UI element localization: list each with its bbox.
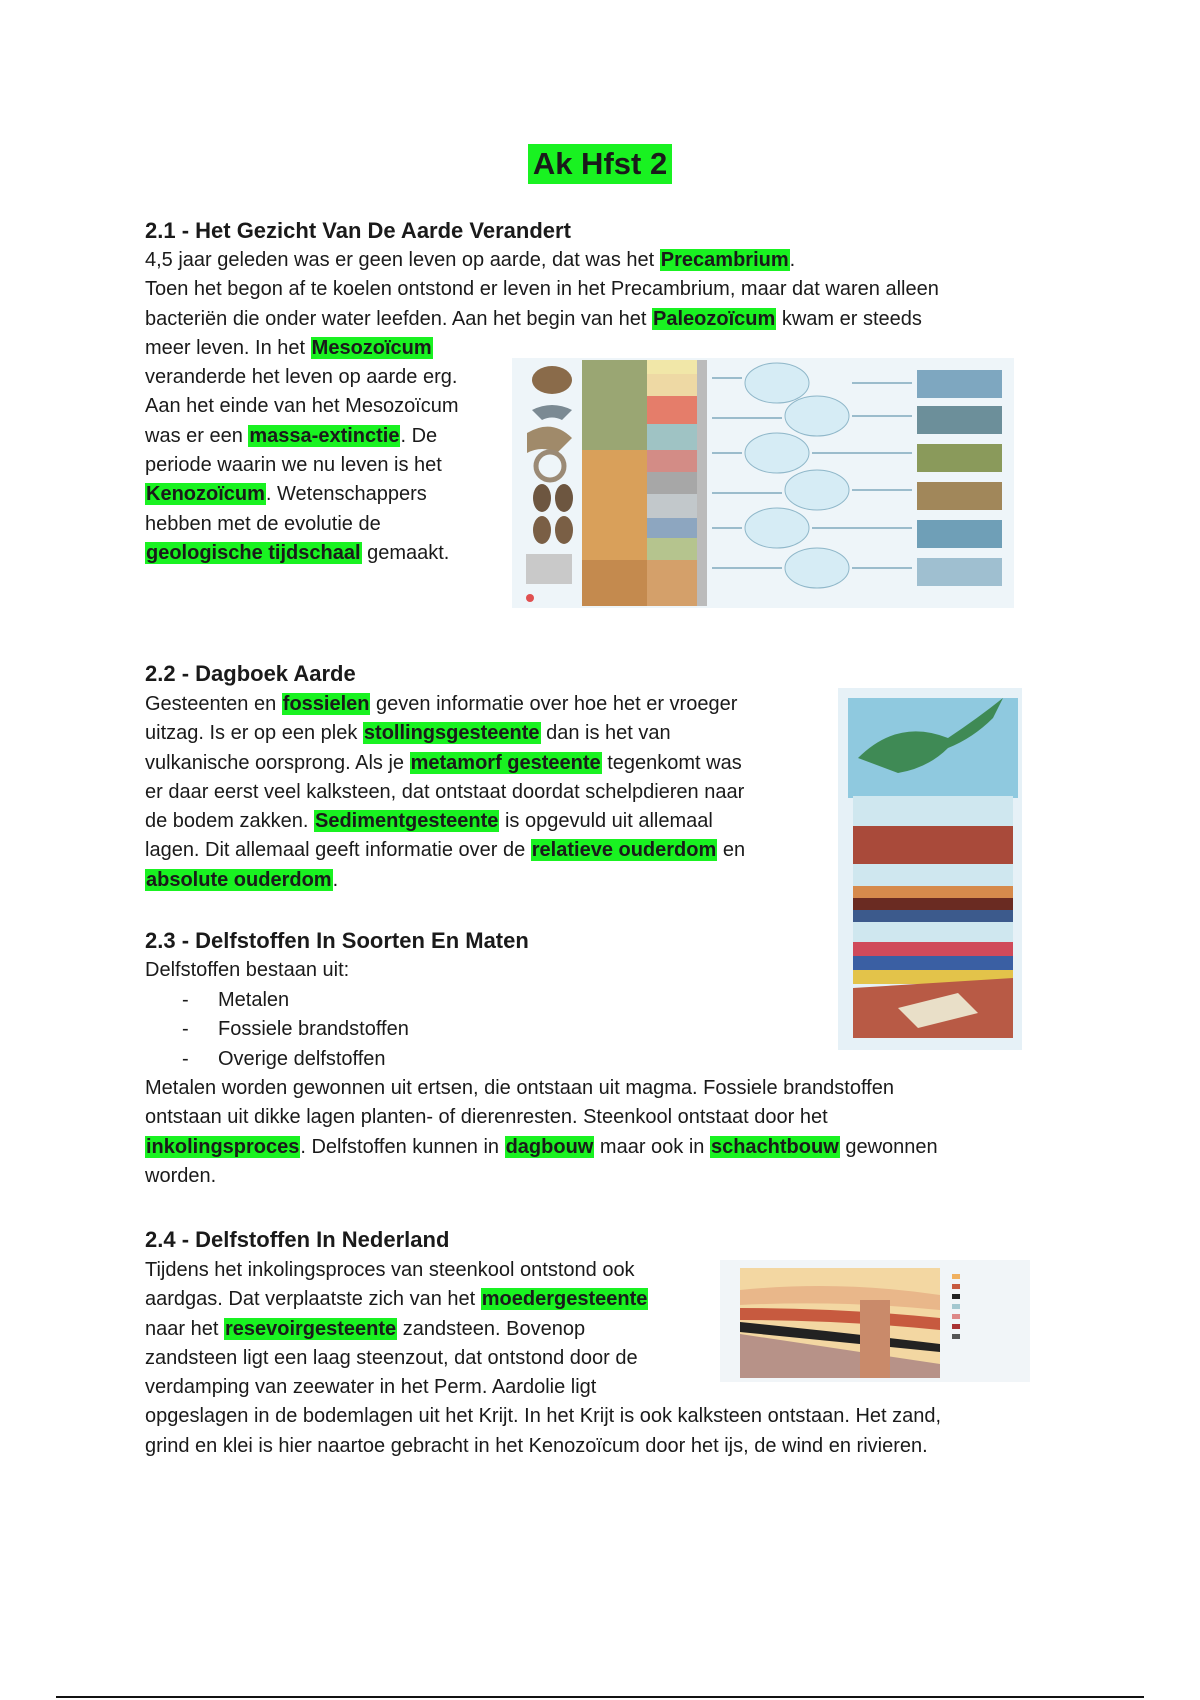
text-run: dan is het van xyxy=(540,722,671,745)
section-heading-2-2: 2.2 - Dagboek Aarde xyxy=(145,661,356,686)
text-run: kwam er steeds xyxy=(776,307,922,330)
page-bottom-rule xyxy=(56,1696,1144,1698)
text-line xyxy=(145,305,939,334)
bullet-marker: - xyxy=(182,1047,189,1070)
subsurface-layers-figure xyxy=(720,1260,1030,1382)
highlighted-term: resevoirgesteente xyxy=(224,1317,397,1340)
text-run: maar ook in xyxy=(594,1135,710,1158)
section-heading-2-1: 2.1 - Het Gezicht Van De Aarde Verandert xyxy=(145,218,571,243)
text-run: grind en klei is hier naartoe gebracht in het Kenozoïcum door het ijs, de wind en rivieren. xyxy=(145,1434,928,1457)
section-2-3-intro: Delfstoffen bestaan uit: xyxy=(145,959,350,981)
text-run: . xyxy=(332,868,339,891)
text-run: er daar eerst veel kalksteen, dat ontstaat doordat schelpdieren naar xyxy=(145,780,745,803)
highlighted-term: absolute ouderdom xyxy=(146,868,332,891)
text-line xyxy=(145,1402,941,1431)
highlighted-term: moedergesteente xyxy=(481,1288,648,1311)
list-item: - Overige delfstoffen xyxy=(145,1045,409,1074)
text-run: naar het xyxy=(145,1317,224,1340)
text-run: en xyxy=(717,839,746,862)
text-line xyxy=(145,836,745,865)
delfstoffen-list xyxy=(145,986,409,1074)
text-run: Toen het begon af te koelen ontstond er leven in het Precambrium, maar dat waren alleen xyxy=(145,278,939,301)
text-line xyxy=(145,690,745,719)
text-line xyxy=(145,749,745,778)
text-run: worden. xyxy=(145,1164,217,1187)
text-line xyxy=(145,866,745,895)
document-title: Ak Hfst 2 xyxy=(528,144,672,184)
text-run: . xyxy=(789,249,796,271)
text-run: veranderde het leven op aarde erg. xyxy=(145,366,458,389)
highlighted-term: geologische tijdschaal xyxy=(146,541,361,564)
highlighted-term: Kenozoïcum xyxy=(146,483,265,506)
text-run: de bodem zakken. xyxy=(145,810,314,833)
section-heading-2-4: 2.4 - Delfstoffen In Nederland xyxy=(145,1227,450,1252)
text-run: hebben met de evolutie de xyxy=(145,512,381,535)
text-run: periode waarin we nu leven is het xyxy=(145,454,442,477)
text-run: Gesteenten en xyxy=(145,693,282,715)
section-2-2-text xyxy=(145,690,745,895)
list-item: - Fossiele brandstoffen xyxy=(145,1015,409,1044)
text-line xyxy=(145,778,745,807)
geologic-timescale-figure xyxy=(512,358,1014,608)
text-run: was er een xyxy=(145,424,249,447)
highlighted-term: Sedimentgesteente xyxy=(315,810,499,833)
text-run: gemaakt. xyxy=(361,541,450,564)
list-item: - Metalen xyxy=(145,986,409,1015)
highlighted-term: fossielen xyxy=(282,693,370,715)
text-run: bacteriën die onder water leefden. Aan het begin van het xyxy=(145,307,653,330)
text-line xyxy=(145,1432,941,1461)
text-run: verdamping van zeewater in het Perm. Aardolie ligt xyxy=(145,1376,597,1399)
title-row xyxy=(0,144,1200,184)
text-run: zandsteen ligt een laag steenzout, dat ontstond door de xyxy=(145,1346,638,1369)
text-line xyxy=(145,719,745,748)
section-heading-2-3: 2.3 - Delfstoffen In Soorten En Maten xyxy=(145,928,529,953)
text-run: opgeslagen in de bodemlagen uit het Krijt. In het Krijt is ook kalksteen ontstaan. Het zand, xyxy=(145,1405,942,1428)
text-run: zandsteen. Bovenop xyxy=(397,1317,586,1340)
bullet-marker: - xyxy=(182,989,189,1011)
rock-layers-fossils-figure xyxy=(838,688,1022,1050)
text-run: geven informatie over hoe het er vroeger xyxy=(370,693,738,715)
text-run: aardgas. Dat verplaatste zich van het xyxy=(145,1288,481,1311)
text-run: . Delfstoffen kunnen in xyxy=(300,1135,505,1158)
text-line xyxy=(145,807,745,836)
text-run: uitzag. Is er op een plek xyxy=(145,722,363,745)
text-line xyxy=(145,246,939,275)
highlighted-term: schachtbouw xyxy=(710,1135,839,1158)
text-run: lagen. Dit allemaal geeft informatie over de xyxy=(145,839,531,862)
text-run: tegenkomt was xyxy=(601,751,742,774)
highlighted-term: metamorf gesteente xyxy=(410,751,601,774)
text-run: . Wetenschappers xyxy=(265,483,427,506)
text-line xyxy=(145,275,939,304)
section-2-3-text xyxy=(145,1074,938,1191)
highlighted-term: dagbouw xyxy=(505,1135,594,1158)
text-line xyxy=(145,1162,938,1191)
text-line xyxy=(145,1133,938,1162)
text-run: ontstaan uit dikke lagen planten- of dierenresten. Steenkool ontstaat door het xyxy=(145,1106,828,1129)
highlighted-term: inkolingsproces xyxy=(146,1135,300,1158)
text-run: Aan het einde van het Mesozoïcum xyxy=(145,395,459,418)
text-run: 4,5 jaar geleden was er geen leven op aarde, dat was het xyxy=(145,249,660,271)
highlighted-term: Paleozoïcum xyxy=(653,307,776,330)
text-run: Metalen worden gewonnen uit ertsen, die ontstaan uit magma. Fossiele brandstoffen xyxy=(145,1077,894,1099)
text-run: meer leven. In het xyxy=(145,336,311,359)
text-run: vulkanische oorsprong. Als je xyxy=(145,751,410,774)
text-line xyxy=(145,1103,938,1132)
highlighted-term: Mesozoïcum xyxy=(311,336,432,359)
highlighted-term: Precambrium xyxy=(660,249,789,271)
bullet-marker: - xyxy=(182,1018,189,1041)
text-line xyxy=(145,1074,938,1103)
highlighted-term: stollingsgesteente xyxy=(363,722,540,745)
text-run: Tijdens het inkolingsproces van steenkool ontstond ook xyxy=(145,1259,635,1281)
text-run: is opgevuld uit allemaal xyxy=(499,810,713,833)
highlighted-term: massa-extinctie xyxy=(249,424,400,447)
text-run: gewonnen xyxy=(839,1135,938,1158)
text-run: . De xyxy=(400,424,438,447)
highlighted-term: relatieve ouderdom xyxy=(531,839,717,862)
